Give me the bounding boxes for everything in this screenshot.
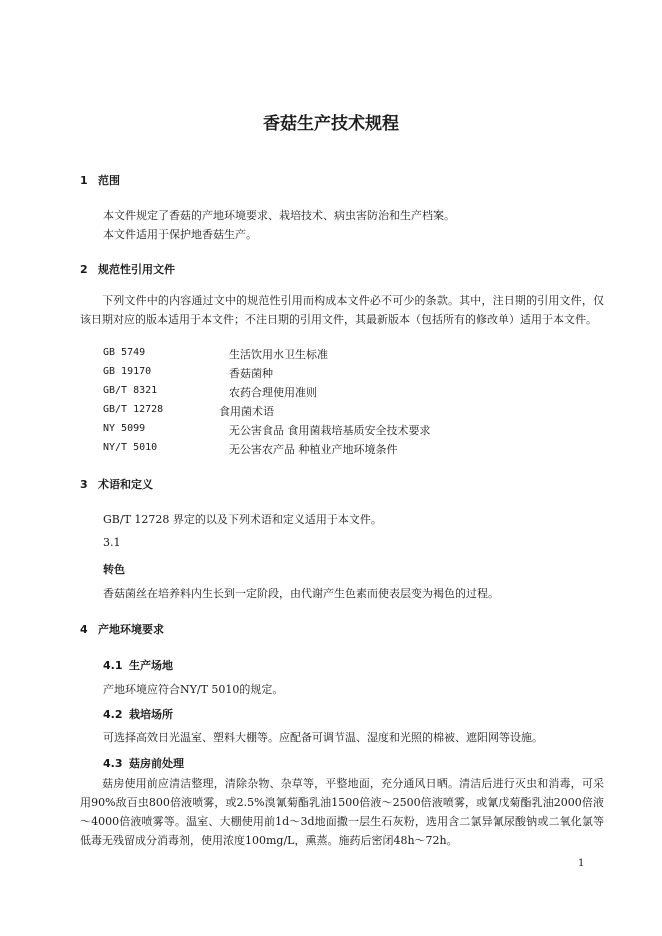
ref-code: NY 5099 <box>103 423 146 434</box>
intro-text: 下列文件中的内容通过文中的规范性引用而构成本文件必不可少的条款。其中，注日期的引用文件，仅该日期对应的版本适用于本文件；不注日期的引用文件，其最新版本（包括所有的修改单）适用于本文件。 <box>80 294 604 326</box>
ref-code: GB/T 8321 <box>103 385 158 396</box>
section-number: 4 <box>80 623 88 636</box>
normative-references-intro <box>80 291 604 329</box>
ref-title: 无公害食品 食用菌栽培基质安全技术要求 <box>229 424 431 437</box>
section-title: 范围 <box>98 174 120 187</box>
subsection-4-2-heading <box>103 706 173 722</box>
section-4-heading <box>80 621 164 637</box>
section-title: 产地环境要求 <box>98 623 164 636</box>
page-number: 1 <box>578 858 585 869</box>
section-title: 术语和定义 <box>98 478 153 491</box>
subsection-title: 生产场地 <box>129 659 173 672</box>
section-3-heading <box>80 476 153 492</box>
subsection-number: 4.1 <box>103 659 123 672</box>
ref-code: NY/T 5010 <box>103 442 158 453</box>
ref-title: 香菇菌种 <box>229 367 273 380</box>
scope-line-1: 本文件规定了香菇的产地环境要求、栽培技术、病虫害防治和生产档案。 <box>103 209 455 222</box>
ref-code: GB 5749 <box>103 347 146 358</box>
document-title: 香菇生产技术规程 <box>263 114 399 134</box>
subsection-4-1-heading <box>103 657 173 673</box>
section-2-heading <box>80 261 175 277</box>
term-number: 3.1 <box>103 536 121 549</box>
section-1-heading <box>80 172 120 188</box>
scope-line-2: 本文件适用于保护地香菇生产。 <box>103 228 257 241</box>
ref-code: GB/T 12728 <box>103 404 164 415</box>
section-number: 2 <box>80 263 88 276</box>
subsection-title: 菇房前处理 <box>129 757 184 770</box>
ref-title: 食用菌术语 <box>219 405 274 418</box>
subsection-4-3-heading <box>103 755 184 771</box>
ref-title: 生活饮用水卫生标准 <box>229 348 328 361</box>
ref-title: 农药合理使用准则 <box>229 386 317 399</box>
subsection-number: 4.2 <box>103 708 123 721</box>
subsection-4-2-text: 可选择高效日光温室、塑料大棚等。应配备可调节温、湿度和光照的棉被、遮阳网等设施。 <box>103 731 543 744</box>
ref-title: 无公害农产品 种植业产地环境条件 <box>229 443 398 456</box>
subsection-4-1-text: 产地环境应符合NY/T 5010的规定。 <box>103 683 284 696</box>
ref-code: GB 19170 <box>103 366 152 377</box>
section-number: 1 <box>80 174 88 187</box>
term-definition: 香菇菌丝在培养料内生长到一定阶段，由代谢产生色素而使表层变为褐色的过程。 <box>103 587 499 600</box>
section-title: 规范性引用文件 <box>98 263 175 276</box>
term-name: 转色 <box>103 563 125 576</box>
subsection-title: 栽培场所 <box>129 708 173 721</box>
terms-intro: GB/T 12728 界定的以及下列术语和定义适用于本文件。 <box>103 513 382 526</box>
subsection-4-3-text <box>80 774 604 850</box>
section-number: 3 <box>80 478 88 491</box>
paragraph-text: 菇房使用前应清洁整理，清除杂物、杂草等，平整地面，充分通风日晒。清洁后进行灭虫和消毒，可采用90%敌百虫800倍液喷雾，或2.5%溴氰菊酯乳油1500倍液～2500倍液喷雾，或氰戊菊酯乳油2000倍液～4000倍液喷雾等。温室、大棚使用前1d～3d地面撒一层生石灰粉，选用含二氯异氰尿酸钠或二氧化氯等低毒无残留成分消毒剂，使用浓度100mg/L，熏蒸。施药后密闭48h～72h。 <box>80 777 604 847</box>
subsection-number: 4.3 <box>103 757 123 770</box>
